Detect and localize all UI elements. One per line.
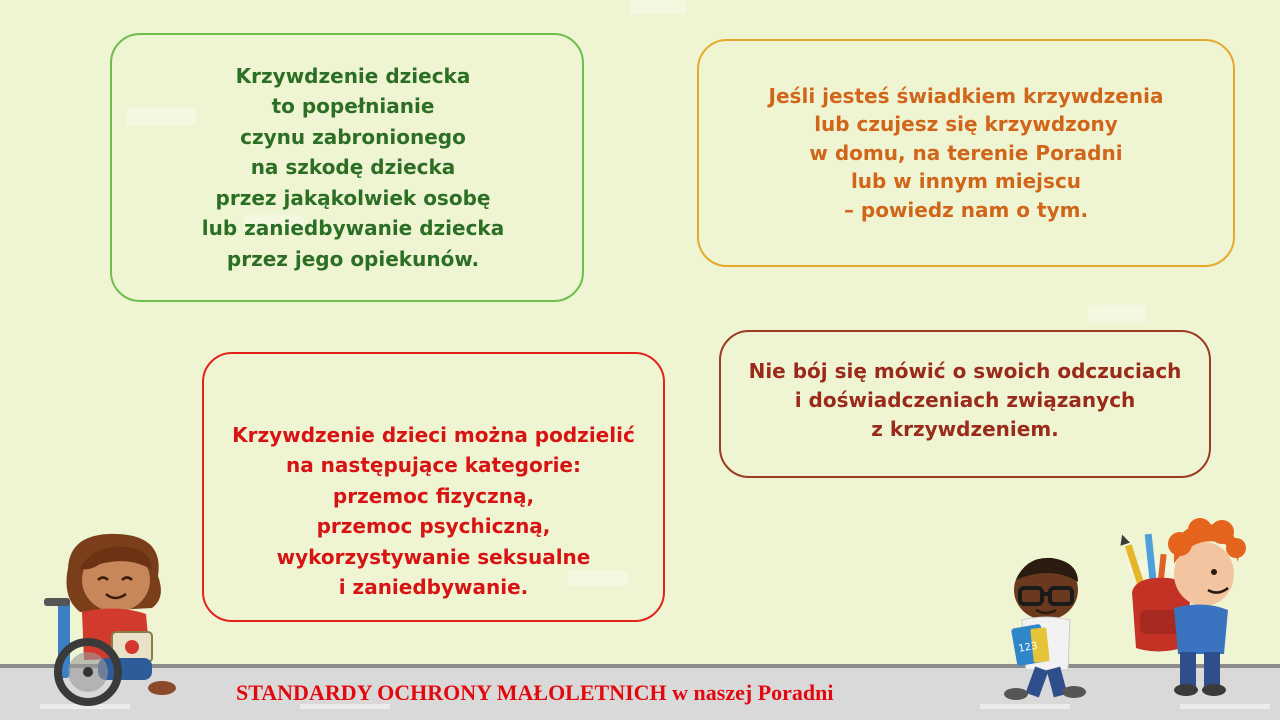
- definition-line: przez jakąkolwiek osobę: [215, 185, 491, 210]
- background-patch: [1088, 305, 1146, 323]
- definition-box: [110, 33, 584, 302]
- speak-line: i doświadczeniach związanych: [794, 387, 1136, 412]
- categories-line: Krzywdzenie dzieci można podzielić: [232, 422, 635, 447]
- speak-box: [719, 330, 1211, 478]
- categories-line: na następujące kategorie:: [285, 453, 581, 477]
- categories-line: przemoc fizyczną,: [332, 483, 535, 508]
- ground-mark: [1180, 704, 1270, 709]
- definition-line: na szkodę dziecka: [250, 155, 456, 180]
- categories-line: i zaniedbywanie.: [338, 575, 529, 599]
- boy-with-glasses-and-books-illustration: [996, 552, 1096, 702]
- boy-with-backpack-and-pencils-illustration: [1118, 514, 1248, 700]
- speak-line: Nie bój się mówić o swoich odczuciach: [748, 358, 1182, 383]
- witness-line: lub w innym miejscu: [850, 169, 1082, 194]
- speak-line: z krzywdzeniem.: [871, 416, 1059, 441]
- girl-in-wheelchair-illustration: [40, 528, 190, 708]
- ground-mark: [980, 704, 1070, 709]
- definition-line: lub zaniedbywanie dziecka: [201, 216, 505, 241]
- definition-line: czynu zabronionego: [240, 124, 466, 149]
- definition-line: to popełnianie: [271, 94, 435, 119]
- witness-line: lub czujesz się krzywdzony: [814, 112, 1118, 137]
- witness-box: [697, 39, 1235, 267]
- categories-line: wykorzystywanie seksualne: [276, 544, 591, 569]
- definition-line: Krzywdzenie dziecka: [235, 63, 471, 88]
- witness-line: Jeśli jesteś świadkiem krzywdzenia: [768, 83, 1164, 108]
- categories-line: przemoc psychiczną,: [316, 514, 551, 538]
- witness-line: w domu, na terenie Poradni: [809, 140, 1123, 165]
- footer-title: STANDARDY OCHRONY MAŁOLETNICH w naszej Poradni: [236, 680, 834, 705]
- svg-text:123: 123: [1017, 640, 1039, 655]
- background-patch: [630, 0, 686, 14]
- categories-box: [202, 352, 665, 622]
- definition-line: przez jego opiekunów.: [226, 246, 480, 271]
- witness-line: – powiedz nam o tym.: [843, 197, 1089, 222]
